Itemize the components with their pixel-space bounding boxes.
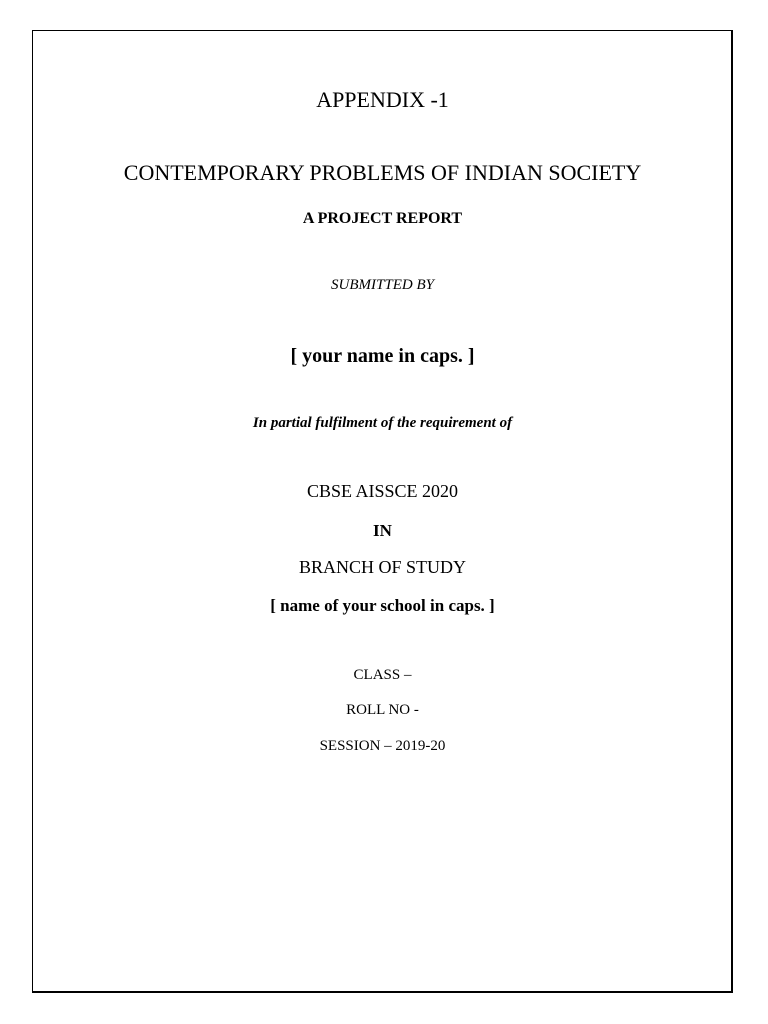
student-name-placeholder: [ your name in caps. ]	[290, 345, 475, 367]
roll-number-field: ROLL NO -	[346, 702, 419, 718]
appendix-heading: APPENDIX -1	[316, 87, 449, 112]
branch-of-study: BRANCH OF STUDY	[298, 557, 467, 577]
project-subject-title: CONTEMPORARY PROBLEMS OF INDIAN SOCIETY	[123, 160, 642, 185]
fulfilment-statement: In partial fulfilment of the requirement of	[252, 415, 513, 431]
exam-name: CBSE AISSCE 2020	[306, 481, 459, 501]
report-type: A PROJECT REPORT	[302, 210, 463, 227]
submitted-by-label: SUBMITTED BY	[331, 277, 434, 293]
class-field: CLASS –	[353, 667, 412, 683]
school-name-placeholder: [ name of your school in caps. ]	[270, 596, 495, 615]
in-label: IN	[373, 521, 392, 540]
session-field: SESSION – 2019-20	[319, 738, 446, 754]
